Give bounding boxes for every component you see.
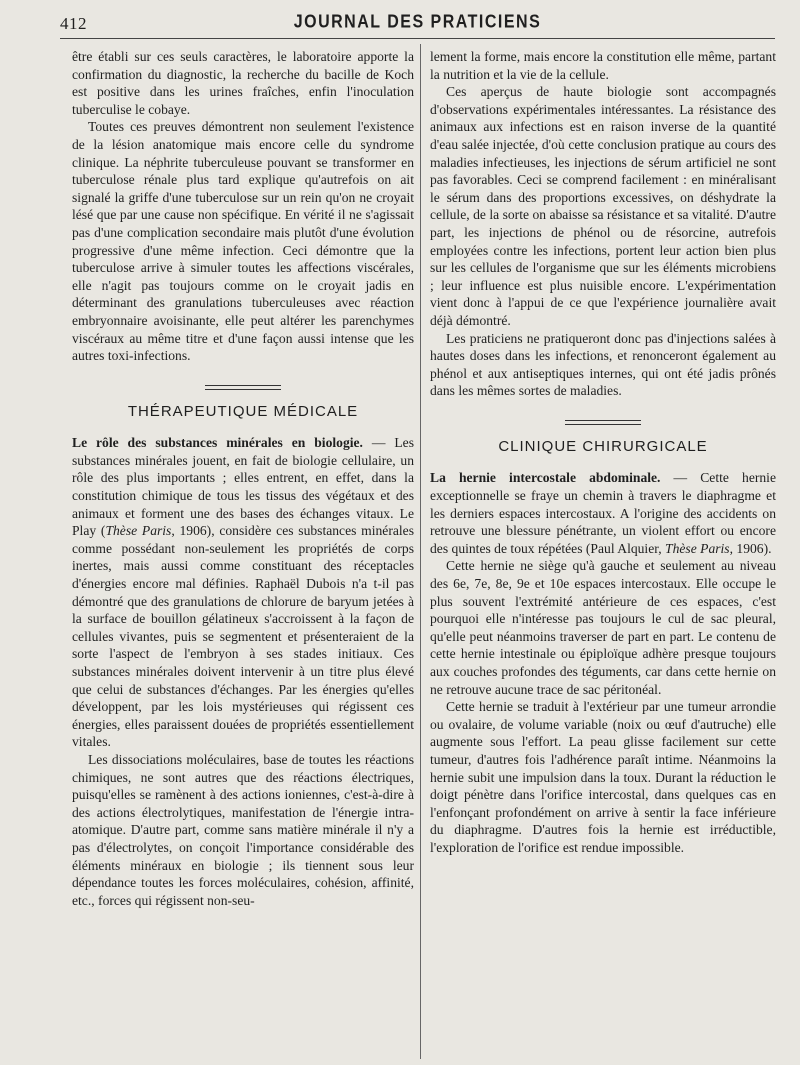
- paragraph: Ces aperçus de haute biologie sont accompagnés d'observations expérimentales intéressantes. La résistance des animaux aux infections est en raison inverse de la quantité d'eau salée injectée, d'où cette conclusion pratique au cours des maladies infectieuses, les injections de sérum artificiel ne sont pas favorables. Ceci se comprend facilement : en minéralisant le sérum dans des proportions excessives, on déshydrate la cellule, de la sorte on abaisse sa résistance et sa vitalité. D'autre part, les injections de phénol ou de résorcine, autrefois employées contre les infections, portent leur action bien plus sur les cellules de l'organisme que sur les éléments microbiens ; leur influence est plus nuisible encore. L'expérimentation vient donc à l'appui de ce que l'expérience journalière avait déjà démontré.: [430, 84, 776, 328]
- text-run: — Les substances minérales jouent, en fait de biologie cellulaire, un rôle des plus importants ; elles entrent, en effet, dans la constitution chimique de tous les tissus des végétaux et des animaux et forment une des bases des échanges vitaux. Le Play (: [72, 435, 414, 539]
- article-paragraph: [72, 434, 414, 751]
- paragraph: Les praticiens ne pratiqueront donc pas d'injections salées à hautes doses dans les infections, et renonceront également au phénol et aux antiseptiques internes, qui ont été jadis prônés dans les mêmes sortes de maladies.: [430, 330, 776, 399]
- paragraph: lement la forme, mais encore la constitution elle même, partant la nutrition et la vie de la cellule.: [430, 49, 776, 82]
- left-column: [72, 48, 414, 909]
- column-divider: [420, 44, 421, 1059]
- text-run: , 1906), considère ces substances minérales comme possédant non-seulement les propriétés de corps inertes, mais aussi comme constituant des réceptacles d'énergies encore mal définies. Raphaël Dubois n'a t-il pas démontré que des granulations de chlorure de baryum jetées à la surface de bouillon gélatineux s'accroissent à la façon de cellules vivantes, puis se segmentent et présenteraient de la sorte l'aspect de l'embryon à ses stades initiaux. Ces substances minérales doivent intervenir à un titre plus élevé que celui de substances d'échanges. Par les énergies qu'elles développent, par les lois mystérieuses qui régissent ces énergies, elles paraissent douées de propriétés essentiellement vitales.: [72, 523, 414, 750]
- section-separator: [72, 375, 414, 399]
- article-paragraph: [430, 469, 776, 557]
- paragraph: Les dissociations moléculaires, base de toutes les réactions chimiques, ne sont autres que des réactions électriques, puisqu'elles se ramènent à des actions ioniennes, c'est-à-dire à des actions électrolytiques, manifestation de l'énergie intra-atomique. D'autre part, comme sans matière minérale il n'y a pas d'électrolytes, on conçoit l'importance considérable des éléments minéraux en biologie ; ils tiennent sous leur dépendance toutes les forces moléculaires, cohésion, affinité, etc., forces qui régissent non-seu-: [72, 751, 414, 908]
- citation: Thèse Paris: [665, 540, 730, 556]
- text-run: , 1906).: [729, 540, 772, 556]
- paragraph: Toutes ces preuves démontrent non seulement l'existence de la lésion anatomique mais encore celle du syndrome clinique. La néphrite tuberculeuse pouvant se transformer en tuberculose rénale plus tard explique qu'autrefois on ait signalé la griffe d'une tuberculose sur un rein qu'on ne croyait lésé que par une cause non spécifique. En vérité il ne s'agissait pas d'une complication secondaire mais plutôt d'une évolution progressive d'une même infection. Ceci démontre que la tuberculose arrive à simuler toutes les affections viscérales, elle n'agit pas toujours comme on le croyait jadis en déterminant des granulations tuberculeuses avec réaction embryonnaire avoisinante, elle peut altérer les parenchymes viscéraux au même titre et d'une façon aussi intense que les autres toxi-infections.: [72, 119, 414, 364]
- section-title-clinique: CLINIQUE CHIRURGICALE: [498, 437, 708, 455]
- citation: Thèse Paris: [105, 523, 172, 539]
- section-title-therapeutique: THÉRAPEUTIQUE MÉDICALE: [127, 402, 359, 420]
- paragraph: être établi sur ces seuls caractères, le laboratoire apporte la confirmation du diagnostic, la recherche du bacille de Koch est positive dans les urines fraîches, enfin l'inoculation tuberculise le cobaye.: [72, 49, 414, 117]
- paragraph: Cette hernie se traduit à l'extérieur par une tumeur arrondie ou ovalaire, de volume variable (noix ou œuf d'autruche) elle augmente sous l'effort. La peau glisse facilement sur cette tumeur, d'autres fois l'adhérence paraît intime. Néanmoins la hernie subit une impulsion dans la toux. Durant la réduction le doigt pénètre dans l'orifice intercostal, dans quelques cas en l'enfonçant profondément on arrive à sentir la face inférieure du diaphragme. D'autres fois la hernie est irréductible, l'exploration de l'orifice est rendue impossible.: [430, 699, 776, 855]
- journal-title: JOURNAL DES PRATICIENS: [293, 12, 542, 33]
- page-header: [60, 12, 775, 39]
- article-title: La hernie intercostale abdominale.: [430, 470, 661, 486]
- paragraph: Cette hernie ne siège qu'à gauche et seulement au niveau des 6e, 7e, 8e, 9e et 10e espaces intercostaux. Elle occupe le plus souvent l'extrémité antérieure de ces espaces, c'est pourquoi elle n'intéresse pas toujours le cul de sac pleural, qu'elle peut néanmoins traverser de part en part. Le contenu de cette hernie intestinale ou épiploïque adhère presque toujours aux couches profondes des téguments, car dans cette hernie on ne retrouve aucune trace de sac péritonéal.: [430, 558, 776, 697]
- section-separator: [430, 410, 776, 434]
- right-column: [430, 48, 776, 857]
- text-run: — Cette hernie exceptionnelle se fraye un chemin à travers le diaphragme et les derniers espaces intercostaux. A l'origine des accidents on retrouve une blessure pénétrante, un violent effort ou encore des quintes de toux répétées (Paul Alquier,: [430, 470, 776, 556]
- page-number: 412: [60, 14, 87, 33]
- article-title: Le rôle des substances minérales en biologie.: [72, 435, 363, 451]
